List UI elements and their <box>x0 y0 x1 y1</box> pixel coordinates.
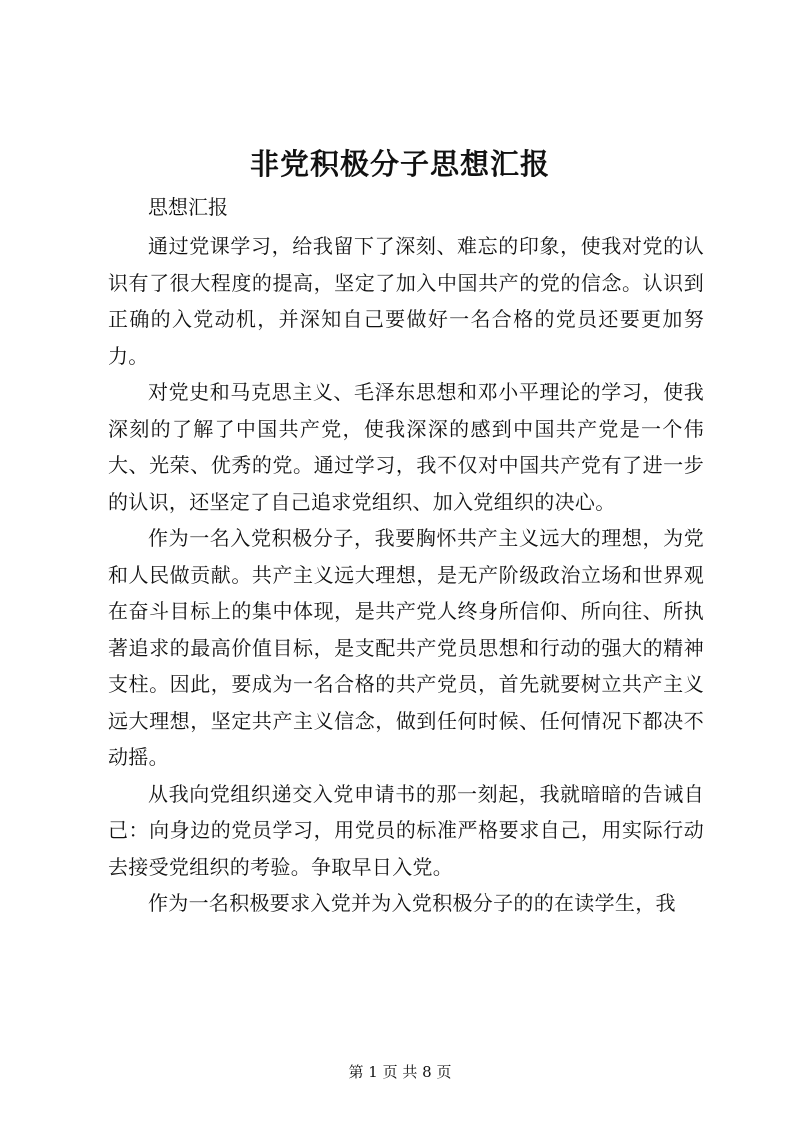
document-title: 非党积极分子思想汇报 <box>249 147 550 181</box>
paragraph-5: 作为一名积极要求入党并为入党积极分子的的在读学生，我 <box>148 891 676 915</box>
page-number-footer: 第 1 页 共 8 页 <box>348 1063 452 1081</box>
paragraph-3: 作为一名入党积极分子，我要胸怀共产主义远大的理想，为党和人民做贡献。共产主义远大理想，是无产阶级政治立场和世界观在奋斗目标上的集中体现，是共产党人终身所信仰、所向往、所执著追求的最高价值目标，是支配共产党员思想和行动的强大的精神支柱。因此，要成为一名合格的共产党员，首先就要树立共产主义远大理想，坚定共产主义信念，做到任何时候、任何情况下都决不动摇。 <box>108 526 704 769</box>
document-body <box>108 190 704 922</box>
paragraph-4: 从我向党组织递交入党申请书的那一刻起，我就暗暗的告诫自己：向身边的党员学习，用党员的标准严格要求自己，用实际行动去接受党组织的考验。争取早日入党。 <box>108 781 704 879</box>
subheading: 思想汇报 <box>148 195 228 219</box>
paragraph-2: 对党史和马克思主义、毛泽东思想和邓小平理论的学习，使我深刻的了解了中国共产党，使我深深的感到中国共产党是一个伟大、光荣、优秀的党。通过学习，我不仅对中国共产党有了进一步的认识，还坚定了自己追求党组织、加入党组织的决心。 <box>108 380 704 514</box>
paragraph-1: 通过党课学习，给我留下了深刻、难忘的印象，使我对党的认识有了很大程度的提高，坚定了加入中国共产的党的信念。认识到正确的入党动机，并深知自己要做好一名合格的党员还要更加努力。 <box>108 234 704 368</box>
